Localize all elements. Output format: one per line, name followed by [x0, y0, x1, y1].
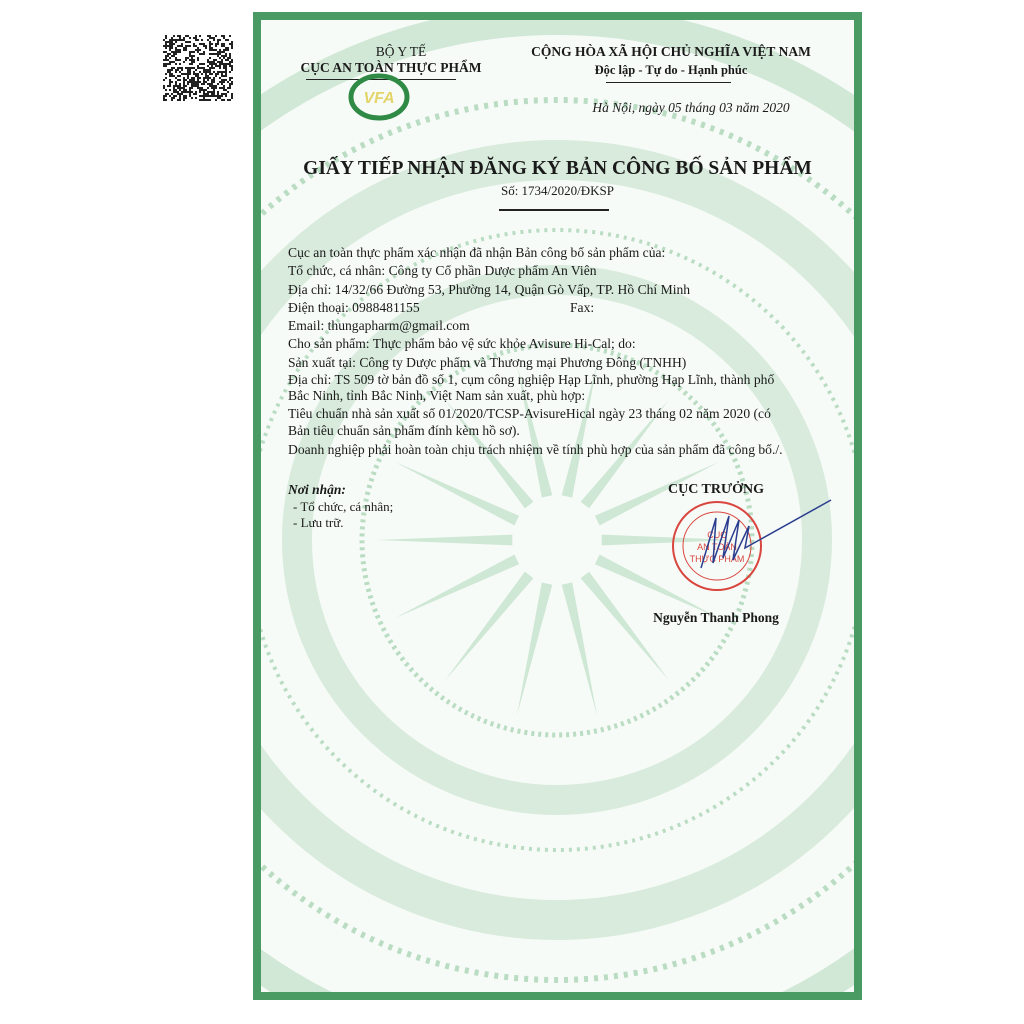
email-line: Email: thungapharm@gmail.com: [288, 318, 470, 334]
signer-name: Nguyễn Thanh Phong: [653, 610, 779, 625]
document-number: Số: 1734/2020/ĐKSP: [500, 183, 615, 198]
intro-line: Cục an toàn thực phẩm xác nhận đã nhận Bản công bố sản phẩm của:: [288, 245, 666, 260]
fax: Fax:: [570, 299, 595, 315]
svg-text:AN TOÀN: AN TOÀN: [697, 542, 737, 552]
phone: Điện thoại: 0988481155: [288, 299, 420, 315]
certificate-body: [288, 244, 848, 462]
place-date: Hà Nội, ngày 05 tháng 03 năm 2020: [592, 100, 790, 115]
header-right-underline: [606, 82, 731, 83]
star-ray: [517, 582, 552, 715]
svg-text:VFA: VFA: [363, 90, 395, 107]
recipients-label: Nơi nhận:: [288, 482, 346, 497]
responsibility-line: Doanh nghiệp phải hoàn toàn chịu trách nhiệm về tính phù hợp của sản phẩm đã công bố./.: [288, 442, 783, 458]
phone-fax-line: [288, 299, 848, 317]
certificate: [253, 12, 862, 1000]
manufacturer-address-2: Bắc Ninh, tỉnh Bắc Ninh, Việt Nam sản xuất, phù hợp:: [288, 388, 586, 404]
official-stamp-and-signature: [661, 498, 841, 598]
signer-position: CỤC TRƯỞNG: [667, 482, 765, 497]
nation-name: CỘNG HÒA XÃ HỘI CHỦ NGHĨA VIỆT NAM: [531, 44, 811, 59]
standard-line-1: Tiêu chuẩn nhà sản xuất số 01/2020/TCSP-AvisureHical ngày 23 tháng 02 năm 2020 (có: [288, 406, 771, 422]
vfa-logo: [346, 72, 412, 122]
qr-code: [163, 35, 233, 101]
motto: Độc lập - Tự do - Hạnh phúc: [594, 63, 748, 77]
standard-line-2: Bản tiêu chuẩn sản phẩm đính kèm hồ sơ).: [288, 423, 520, 439]
svg-text:THỰC PHẨM: THỰC PHẨM: [689, 554, 745, 564]
manufacturer-line: Sản xuất tại: Công ty Dược phẩm và Thương mại Phương Đông (TNHH): [288, 354, 687, 370]
recipient-item: - Lưu trữ.: [293, 515, 344, 530]
manufacturer-address-1: Địa chỉ: TS 509 tờ bản đồ số 1, cụm công nghiệp Hạp Lĩnh, phường Hạp Lĩnh, thành phố: [288, 372, 775, 388]
document-title: GIẤY TIẾP NHẬN ĐĂNG KÝ BẢN CÔNG BỐ SẢN PHẨM: [303, 158, 812, 179]
organization-line: Tổ chức, cá nhân: Công ty Cổ phần Dược phẩm An Viên: [288, 263, 597, 279]
star-ray: [562, 582, 597, 715]
product-line: Cho sản phẩm: Thực phẩm bảo vệ sức khỏe Avisure Hi-Cal; do:: [288, 336, 636, 352]
title-underline: [499, 209, 609, 211]
svg-text:CỤC: CỤC: [707, 530, 727, 540]
star-ray: [377, 535, 512, 546]
address-line: Địa chỉ: 14/32/66 Đường 53, Phường 14, Quận Gò Vấp, TP. Hồ Chí Minh: [288, 281, 691, 297]
agency-name: CỤC AN TOÀN THỰC PHẨM: [300, 60, 482, 75]
ministry-name: BỘ Y TẾ: [375, 44, 427, 59]
recipient-item: - Tổ chức, cá nhân;: [293, 499, 394, 514]
